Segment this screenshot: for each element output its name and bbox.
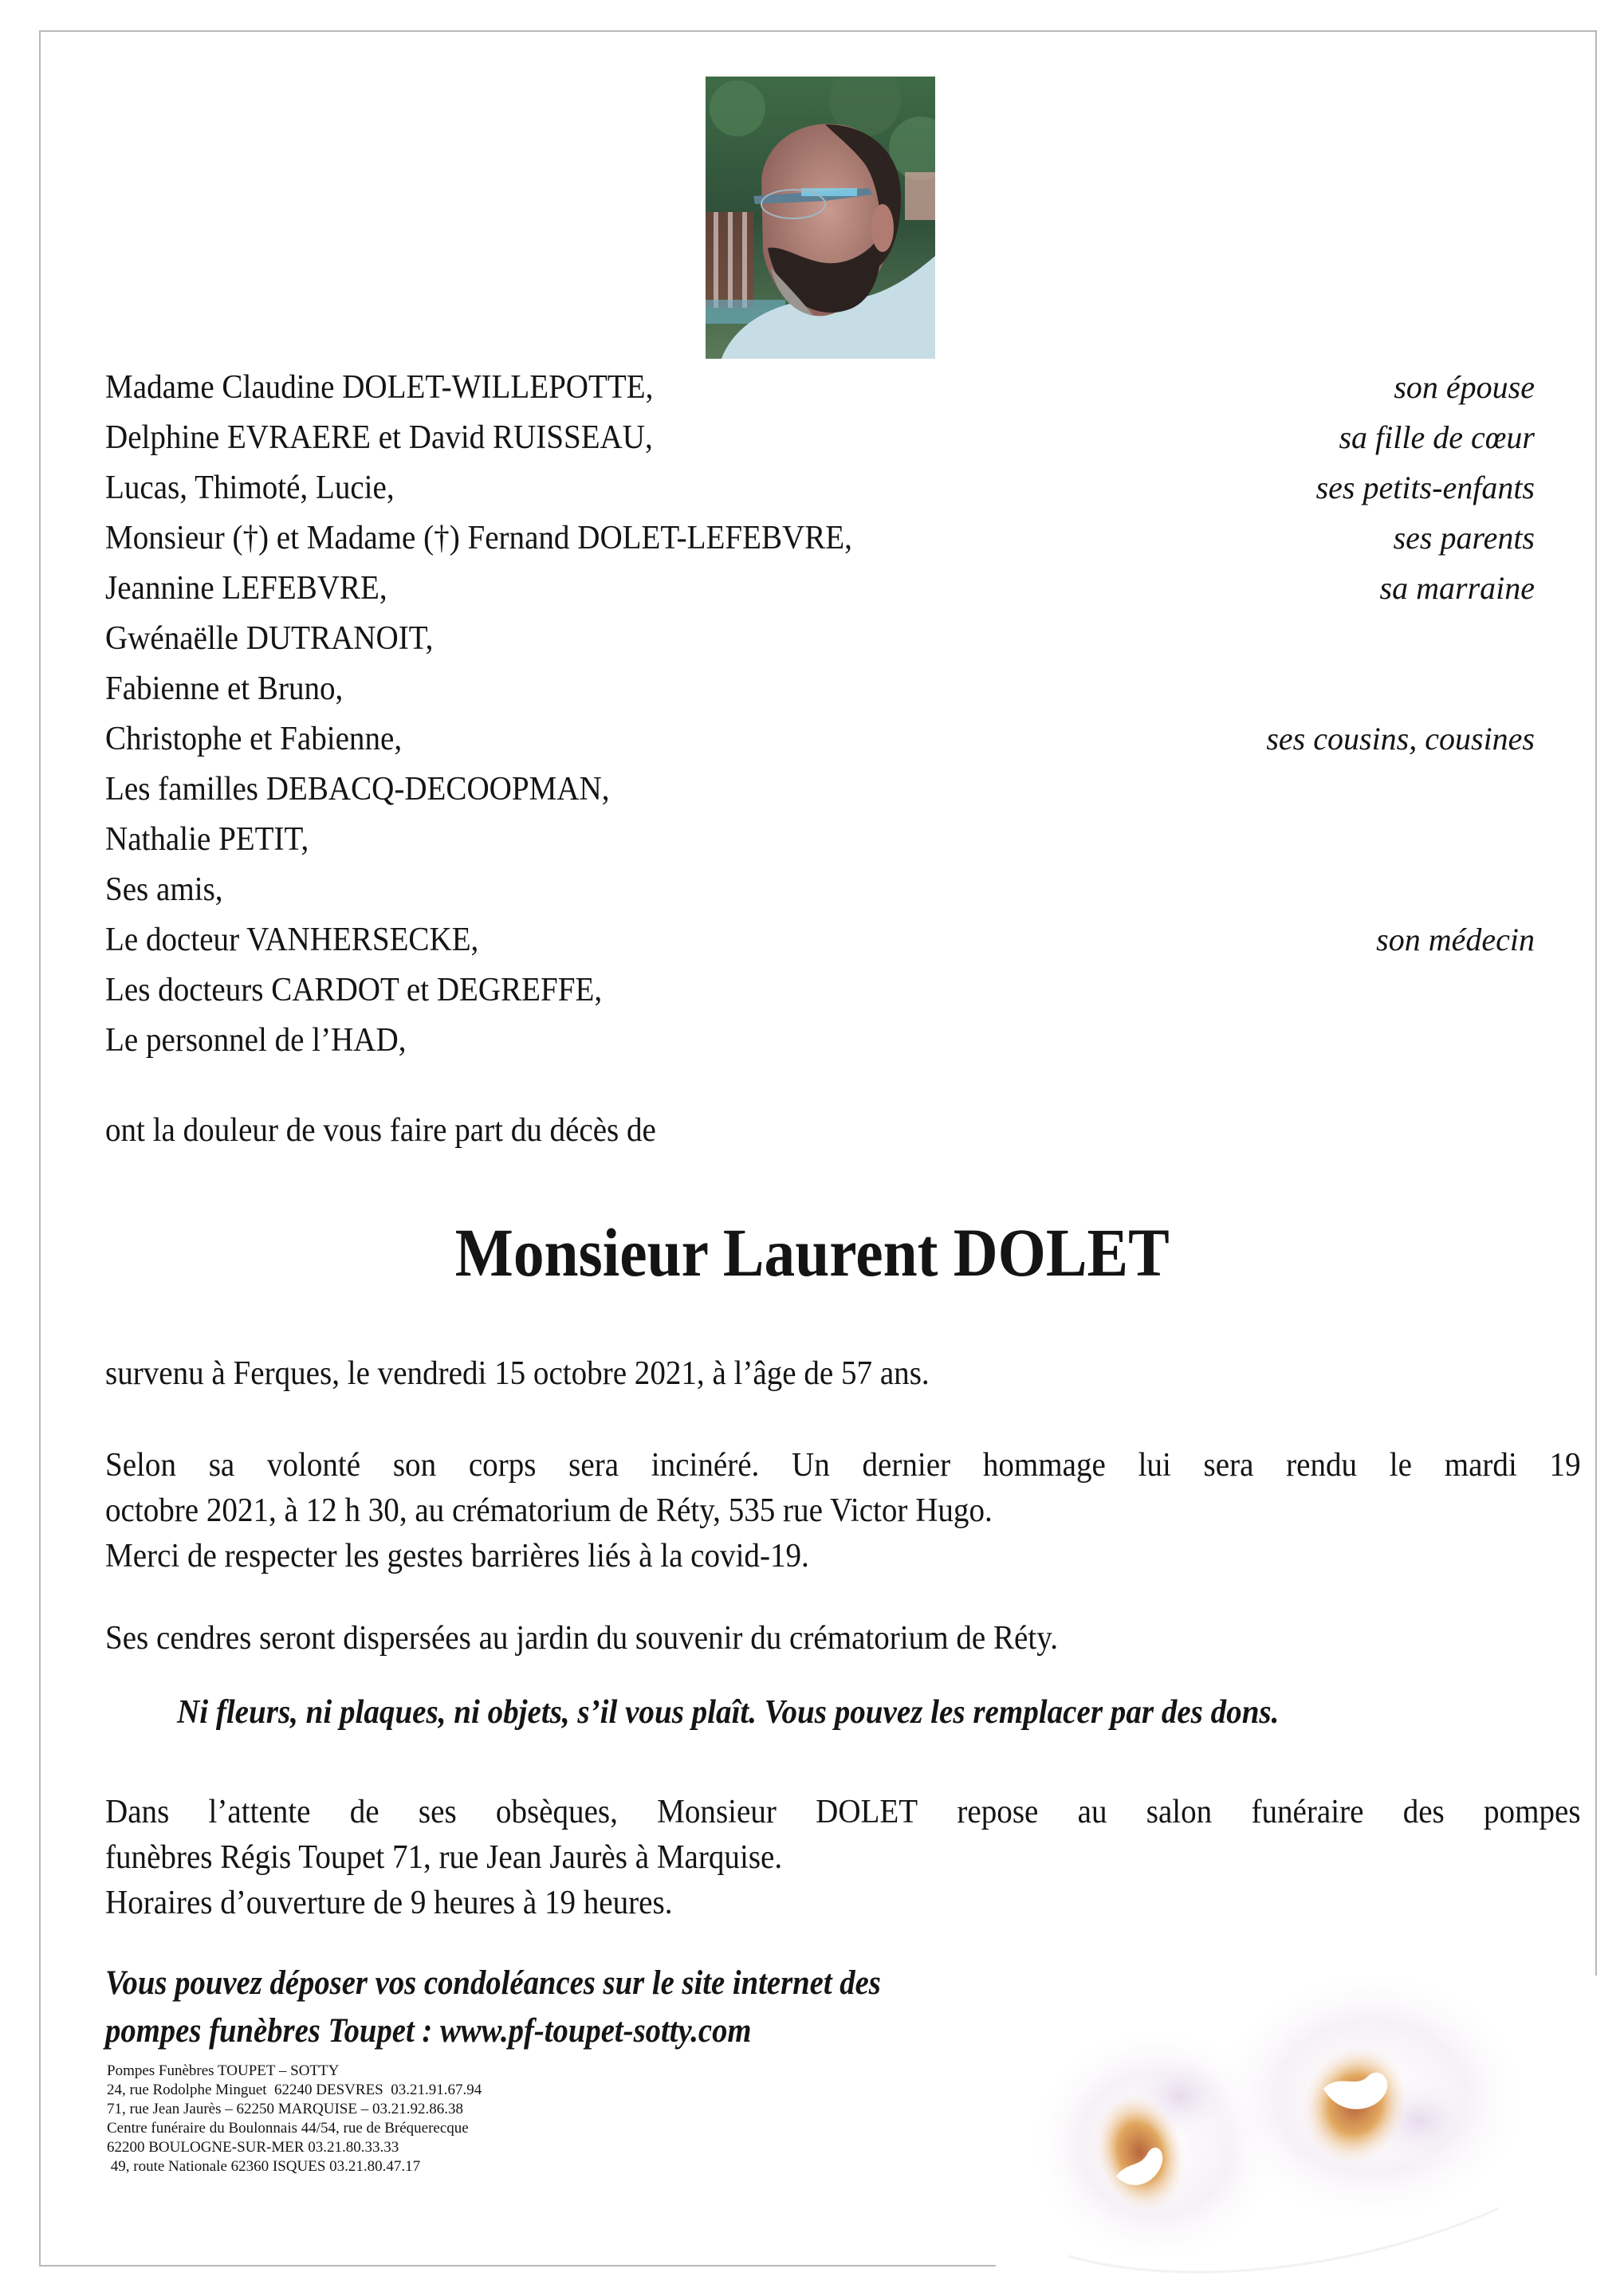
flowers-notice: Ni fleurs, ni plaques, ni objets, s’il vous plaît. Vous pouvez les remplacer par des dons. — [177, 1694, 1280, 1731]
page-border-left — [39, 30, 41, 2266]
page-border-top — [39, 30, 1597, 32]
address-line: Centre funéraire du Boulonnais 44/54, rue de Bréquerecque — [107, 2120, 469, 2137]
word: rendu — [1286, 1447, 1358, 1484]
wake-line-3: Horaires d’ouverture de 9 heures à 19 heures. — [105, 1885, 673, 1921]
wake-paragraph — [105, 1790, 1581, 1926]
address-line: 71, rue Jean Jaurès – 62250 MARQUISE – 03.21.92.86.38 — [107, 2101, 463, 2117]
mourner-relation: sa marraine — [1379, 570, 1535, 606]
mourner-relation: ses petits-enfants — [1315, 470, 1535, 505]
death-details-text: survenu à Ferques, le vendredi 15 octobre 2021, à l’âge de 57 ans. — [105, 1355, 930, 1392]
word: volonté — [266, 1447, 361, 1484]
mourner-name: Ses amis, — [105, 871, 223, 908]
funeral-home-addresses — [107, 2062, 482, 2176]
wake-line-1 — [105, 1790, 1581, 1835]
mourner-name: Christophe et Fabienne, — [105, 721, 403, 757]
mourner-name: Le personnel de l’HAD, — [105, 1022, 407, 1059]
word: 19 — [1549, 1447, 1581, 1484]
page-border-right — [1595, 30, 1597, 1976]
word: des — [1402, 1794, 1445, 1830]
announcement-text: ont la douleur de vous faire part du décès de — [105, 1112, 656, 1149]
ceremony-line-2: octobre 2021, à 12 h 30, au crématorium de Réty, 535 rue Victor Hugo. — [105, 1492, 993, 1529]
mourner-name: Le docteur VANHERSECKE, — [105, 922, 479, 958]
address-line: 24, rue Rodolphe Minguet 62240 DESVRES 03.21.91.67.94 — [107, 2082, 482, 2098]
word: sera — [1203, 1447, 1254, 1484]
condolences-line-2: pompes funèbres Toupet : www.pf-toupet-sotty.com — [105, 2012, 752, 2050]
word: son — [392, 1447, 437, 1484]
word: ses — [418, 1794, 457, 1830]
word: Un — [792, 1447, 830, 1484]
word: incinéré. — [651, 1447, 760, 1484]
wake-line-2: funèbres Régis Toupet 71, rue Jean Jaurès à Marquise. — [105, 1839, 783, 1876]
address-line: 49, route Nationale 62360 ISQUES 03.21.80.47.17 — [107, 2158, 421, 2175]
condolences-notice — [105, 1960, 881, 2055]
word: de — [349, 1794, 379, 1830]
mourner-relation: son médecin — [1376, 922, 1535, 957]
word: le — [1389, 1447, 1412, 1484]
mourner-name: Les familles DEBACQ-DECOOPMAN, — [105, 771, 610, 808]
word: obsèques, — [495, 1794, 618, 1830]
mourner-name: Monsieur (†) et Madame (†) Fernand DOLET-LEFEBVRE, — [105, 520, 852, 556]
ceremony-paragraph — [105, 1443, 1581, 1579]
word: Dans — [105, 1794, 170, 1830]
orchid-flowers-image — [1020, 1969, 1624, 2296]
condolences-line-1: Vous pouvez déposer vos condoléances sur le site internet des — [105, 1964, 881, 2002]
mourner-name: Delphine EVRAERE et David RUISSEAU, — [105, 419, 653, 456]
ashes-text — [105, 1616, 1440, 1661]
portrait-photo — [706, 77, 935, 359]
address-line: 62200 BOULOGNE-SUR-MER 03.21.80.33.33 — [107, 2139, 399, 2156]
mourner-name: Jeannine LEFEBVRE, — [105, 570, 387, 607]
mourner-relation: ses parents — [1393, 520, 1535, 556]
address-line: Pompes Funèbres TOUPET – SOTTY — [107, 2062, 340, 2079]
word: salon — [1146, 1794, 1213, 1830]
word: DOLET — [816, 1794, 918, 1830]
word: au — [1077, 1794, 1107, 1830]
word: Selon — [105, 1447, 176, 1484]
word: lui — [1138, 1447, 1171, 1484]
deceased-name-text: Monsieur Laurent DOLET — [454, 1214, 1170, 1291]
death-details — [105, 1351, 1440, 1397]
mourner-name: Nathalie PETIT, — [105, 821, 309, 858]
word: l’attente — [208, 1794, 311, 1830]
mourner-name: Madame Claudine DOLET-WILLEPOTTE, — [105, 369, 654, 406]
word: repose — [957, 1794, 1039, 1830]
word: sa — [208, 1447, 235, 1484]
deceased-name — [0, 1214, 1624, 1291]
mourner-name: Fabienne et Bruno, — [105, 670, 344, 707]
ceremony-line-1 — [105, 1443, 1581, 1488]
portrait-image — [706, 77, 935, 359]
word: pompes — [1484, 1794, 1581, 1830]
word: Monsieur — [657, 1794, 777, 1830]
word: hommage — [982, 1447, 1106, 1484]
mourner-name: Gwénaëlle DUTRANOIT, — [105, 620, 434, 657]
word: corps — [468, 1447, 537, 1484]
word: dernier — [862, 1447, 951, 1484]
word: mardi — [1444, 1447, 1517, 1484]
word: funéraire — [1251, 1794, 1364, 1830]
mourner-name: Lucas, Thimoté, Lucie, — [105, 470, 395, 506]
ashes-text-line: Ses cendres seront dispersées au jardin du souvenir du crématorium de Réty. — [105, 1620, 1058, 1657]
mourner-relation: son épouse — [1394, 369, 1535, 405]
word: sera — [568, 1447, 619, 1484]
mourner-relation: sa fille de cœur — [1339, 419, 1535, 455]
orchid-decoration — [1020, 1969, 1624, 2296]
mourner-relation: ses cousins, cousines — [1266, 721, 1535, 757]
mourner-name: Les docteurs CARDOT et DEGREFFE, — [105, 972, 603, 1008]
page-border-bottom — [39, 2265, 996, 2267]
ceremony-line-3: Merci de respecter les gestes barrières liés à la covid-19. — [105, 1538, 809, 1575]
